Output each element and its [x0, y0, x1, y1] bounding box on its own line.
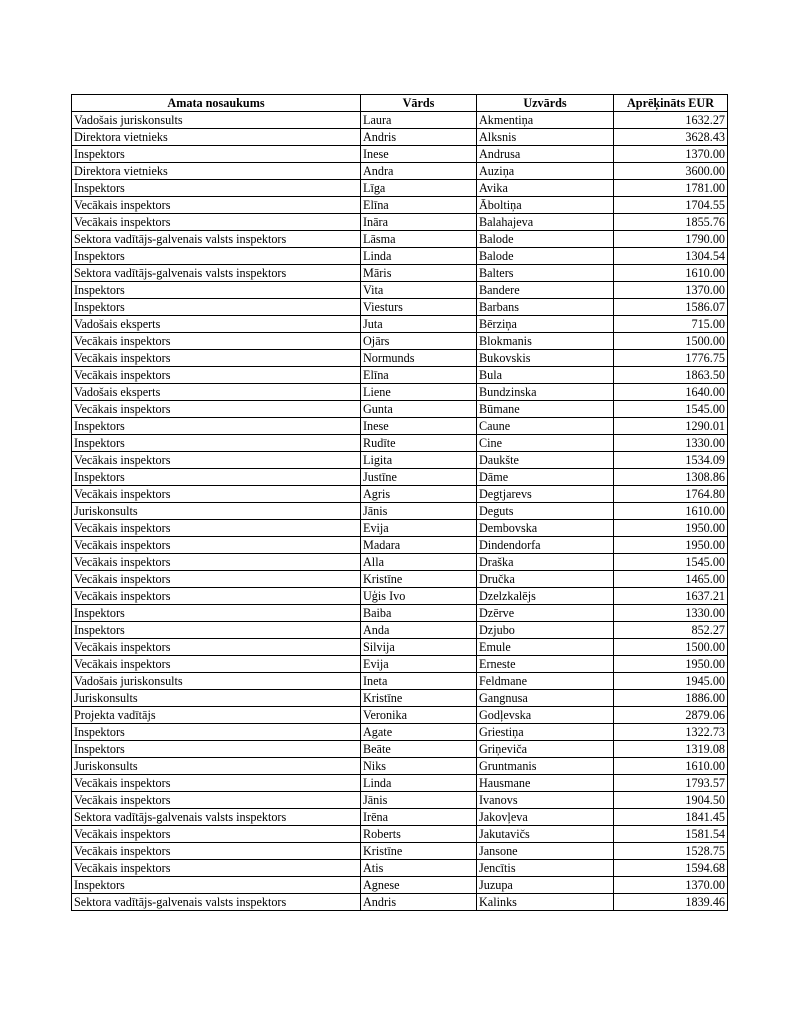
cell-position: Inspektors — [72, 605, 361, 622]
cell-position: Vecākais inspektors — [72, 520, 361, 537]
cell-first-name: Linda — [361, 248, 477, 265]
cell-first-name: Anda — [361, 622, 477, 639]
table-row — [72, 503, 728, 520]
cell-position: Inspektors — [72, 248, 361, 265]
cell-position: Inspektors — [72, 622, 361, 639]
header-position: Amata nosaukums — [72, 95, 361, 112]
cell-position: Vecākais inspektors — [72, 571, 361, 588]
table-row — [72, 741, 728, 758]
cell-last-name: Dzelzkalējs — [477, 588, 614, 605]
cell-first-name: Inese — [361, 418, 477, 435]
table-row — [72, 639, 728, 656]
cell-position: Vecākais inspektors — [72, 792, 361, 809]
cell-first-name: Jānis — [361, 792, 477, 809]
cell-last-name: Dāme — [477, 469, 614, 486]
table-row — [72, 146, 728, 163]
cell-last-name: Dindendorfa — [477, 537, 614, 554]
cell-amount-eur: 1632.27 — [614, 112, 728, 129]
table-row — [72, 282, 728, 299]
cell-first-name: Viesturs — [361, 299, 477, 316]
cell-amount-eur: 1319.08 — [614, 741, 728, 758]
cell-position: Vecākais inspektors — [72, 486, 361, 503]
cell-position: Vecākais inspektors — [72, 554, 361, 571]
cell-amount-eur: 1545.00 — [614, 401, 728, 418]
cell-first-name: Rudīte — [361, 435, 477, 452]
document-page — [71, 94, 728, 911]
cell-first-name: Ināra — [361, 214, 477, 231]
cell-last-name: Barbans — [477, 299, 614, 316]
cell-amount-eur: 1839.46 — [614, 894, 728, 911]
table-row — [72, 350, 728, 367]
table-row — [72, 112, 728, 129]
table-row — [72, 707, 728, 724]
table-row — [72, 554, 728, 571]
table-row — [72, 758, 728, 775]
cell-last-name: Bandere — [477, 282, 614, 299]
cell-last-name: Akmentiņa — [477, 112, 614, 129]
cell-first-name: Beāte — [361, 741, 477, 758]
cell-first-name: Vita — [361, 282, 477, 299]
cell-first-name: Liene — [361, 384, 477, 401]
cell-last-name: Kalinks — [477, 894, 614, 911]
table-row — [72, 265, 728, 282]
cell-last-name: Bundzinska — [477, 384, 614, 401]
table-row — [72, 537, 728, 554]
cell-amount-eur: 1370.00 — [614, 146, 728, 163]
cell-position: Juriskonsults — [72, 690, 361, 707]
cell-amount-eur: 1610.00 — [614, 265, 728, 282]
header-first-name: Vārds — [361, 95, 477, 112]
cell-amount-eur: 1640.00 — [614, 384, 728, 401]
cell-amount-eur: 1308.86 — [614, 469, 728, 486]
table-row — [72, 520, 728, 537]
cell-first-name: Juta — [361, 316, 477, 333]
cell-last-name: Griņeviča — [477, 741, 614, 758]
cell-position: Vecākais inspektors — [72, 401, 361, 418]
cell-first-name: Agnese — [361, 877, 477, 894]
table-row — [72, 452, 728, 469]
cell-first-name: Evija — [361, 520, 477, 537]
cell-position: Inspektors — [72, 877, 361, 894]
cell-last-name: Bukovskis — [477, 350, 614, 367]
cell-first-name: Lāsma — [361, 231, 477, 248]
cell-position: Vecākais inspektors — [72, 843, 361, 860]
table-row — [72, 877, 728, 894]
salary-table — [71, 94, 728, 911]
cell-position: Vecākais inspektors — [72, 775, 361, 792]
cell-first-name: Alla — [361, 554, 477, 571]
table-row — [72, 826, 728, 843]
cell-position: Inspektors — [72, 146, 361, 163]
cell-amount-eur: 1304.54 — [614, 248, 728, 265]
table-row — [72, 860, 728, 877]
cell-last-name: Daukšte — [477, 452, 614, 469]
cell-first-name: Ineta — [361, 673, 477, 690]
table-row — [72, 367, 728, 384]
cell-position: Inspektors — [72, 180, 361, 197]
cell-first-name: Andris — [361, 894, 477, 911]
table-row — [72, 605, 728, 622]
cell-amount-eur: 1330.00 — [614, 605, 728, 622]
cell-position: Vecākais inspektors — [72, 826, 361, 843]
cell-position: Vecākais inspektors — [72, 639, 361, 656]
cell-first-name: Ojārs — [361, 333, 477, 350]
cell-position: Vadošais juriskonsults — [72, 673, 361, 690]
cell-position: Inspektors — [72, 724, 361, 741]
cell-last-name: Caune — [477, 418, 614, 435]
cell-amount-eur: 2879.06 — [614, 707, 728, 724]
cell-amount-eur: 1950.00 — [614, 656, 728, 673]
cell-position: Sektora vadītājs-galvenais valsts inspektors — [72, 894, 361, 911]
table-row — [72, 588, 728, 605]
table-row — [72, 775, 728, 792]
table-row — [72, 792, 728, 809]
cell-last-name: Griestiņa — [477, 724, 614, 741]
cell-first-name: Justīne — [361, 469, 477, 486]
table-row — [72, 180, 728, 197]
table-row — [72, 299, 728, 316]
cell-position: Vecākais inspektors — [72, 333, 361, 350]
cell-last-name: Juzupa — [477, 877, 614, 894]
cell-position: Juriskonsults — [72, 758, 361, 775]
cell-amount-eur: 1465.00 — [614, 571, 728, 588]
cell-amount-eur: 1528.75 — [614, 843, 728, 860]
cell-last-name: Gangnusa — [477, 690, 614, 707]
table-row — [72, 724, 728, 741]
cell-first-name: Agris — [361, 486, 477, 503]
cell-last-name: Cine — [477, 435, 614, 452]
table-row — [72, 333, 728, 350]
cell-last-name: Draška — [477, 554, 614, 571]
cell-position: Vecākais inspektors — [72, 860, 361, 877]
table-row — [72, 401, 728, 418]
cell-first-name: Madara — [361, 537, 477, 554]
cell-position: Sektora vadītājs-galvenais valsts inspektors — [72, 231, 361, 248]
cell-position: Vecākais inspektors — [72, 214, 361, 231]
cell-position: Sektora vadītājs-galvenais valsts inspektors — [72, 809, 361, 826]
table-row — [72, 656, 728, 673]
table-row — [72, 843, 728, 860]
cell-amount-eur: 1322.73 — [614, 724, 728, 741]
cell-last-name: Āboltiņa — [477, 197, 614, 214]
table-row — [72, 690, 728, 707]
header-last-name: Uzvārds — [477, 95, 614, 112]
cell-last-name: Emule — [477, 639, 614, 656]
cell-amount-eur: 1855.76 — [614, 214, 728, 231]
cell-amount-eur: 1290.01 — [614, 418, 728, 435]
cell-amount-eur: 1790.00 — [614, 231, 728, 248]
cell-first-name: Uģis Ivo — [361, 588, 477, 605]
cell-amount-eur: 1841.45 — [614, 809, 728, 826]
cell-last-name: Degtjarevs — [477, 486, 614, 503]
table-row — [72, 622, 728, 639]
table-row — [72, 163, 728, 180]
cell-last-name: Balode — [477, 248, 614, 265]
cell-first-name: Gunta — [361, 401, 477, 418]
cell-amount-eur: 1586.07 — [614, 299, 728, 316]
cell-position: Direktora vietnieks — [72, 163, 361, 180]
cell-amount-eur: 1610.00 — [614, 758, 728, 775]
cell-amount-eur: 3628.43 — [614, 129, 728, 146]
cell-last-name: Balahajeva — [477, 214, 614, 231]
cell-last-name: Dembovska — [477, 520, 614, 537]
cell-amount-eur: 1704.55 — [614, 197, 728, 214]
cell-amount-eur: 1793.57 — [614, 775, 728, 792]
cell-position: Vecākais inspektors — [72, 656, 361, 673]
cell-last-name: Bula — [477, 367, 614, 384]
cell-amount-eur: 1781.00 — [614, 180, 728, 197]
cell-position: Vecākais inspektors — [72, 367, 361, 384]
cell-last-name: Bērziņa — [477, 316, 614, 333]
table-header-row — [72, 95, 728, 112]
cell-amount-eur: 715.00 — [614, 316, 728, 333]
cell-first-name: Andris — [361, 129, 477, 146]
table-row — [72, 248, 728, 265]
cell-position: Vecākais inspektors — [72, 350, 361, 367]
cell-first-name: Laura — [361, 112, 477, 129]
cell-last-name: Avika — [477, 180, 614, 197]
cell-amount-eur: 1610.00 — [614, 503, 728, 520]
cell-first-name: Inese — [361, 146, 477, 163]
table-row — [72, 418, 728, 435]
cell-last-name: Alksnis — [477, 129, 614, 146]
cell-last-name: Dzērve — [477, 605, 614, 622]
table-row — [72, 673, 728, 690]
table-row — [72, 384, 728, 401]
cell-amount-eur: 1764.80 — [614, 486, 728, 503]
cell-last-name: Feldmane — [477, 673, 614, 690]
cell-first-name: Veronika — [361, 707, 477, 724]
cell-position: Vecākais inspektors — [72, 452, 361, 469]
table-row — [72, 435, 728, 452]
table-row — [72, 231, 728, 248]
cell-first-name: Atis — [361, 860, 477, 877]
cell-amount-eur: 1594.68 — [614, 860, 728, 877]
cell-last-name: Jakovļeva — [477, 809, 614, 826]
cell-position: Vecākais inspektors — [72, 588, 361, 605]
cell-last-name: Dručka — [477, 571, 614, 588]
cell-first-name: Andra — [361, 163, 477, 180]
cell-amount-eur: 1330.00 — [614, 435, 728, 452]
cell-position: Direktora vietnieks — [72, 129, 361, 146]
cell-position: Vadošais juriskonsults — [72, 112, 361, 129]
cell-amount-eur: 1581.54 — [614, 826, 728, 843]
cell-position: Projekta vadītājs — [72, 707, 361, 724]
cell-amount-eur: 1950.00 — [614, 537, 728, 554]
cell-amount-eur: 1904.50 — [614, 792, 728, 809]
cell-amount-eur: 1886.00 — [614, 690, 728, 707]
cell-first-name: Ligita — [361, 452, 477, 469]
cell-last-name: Balode — [477, 231, 614, 248]
cell-position: Inspektors — [72, 741, 361, 758]
cell-last-name: Jencītis — [477, 860, 614, 877]
cell-last-name: Ivanovs — [477, 792, 614, 809]
cell-first-name: Silvija — [361, 639, 477, 656]
cell-amount-eur: 852.27 — [614, 622, 728, 639]
cell-first-name: Niks — [361, 758, 477, 775]
cell-amount-eur: 3600.00 — [614, 163, 728, 180]
cell-first-name: Māris — [361, 265, 477, 282]
cell-position: Vecākais inspektors — [72, 537, 361, 554]
cell-first-name: Normunds — [361, 350, 477, 367]
cell-position: Inspektors — [72, 282, 361, 299]
cell-amount-eur: 1370.00 — [614, 877, 728, 894]
cell-first-name: Linda — [361, 775, 477, 792]
cell-amount-eur: 1945.00 — [614, 673, 728, 690]
table-row — [72, 894, 728, 911]
cell-last-name: Erneste — [477, 656, 614, 673]
table-row — [72, 469, 728, 486]
table-row — [72, 809, 728, 826]
table-row — [72, 197, 728, 214]
cell-position: Inspektors — [72, 418, 361, 435]
table-row — [72, 316, 728, 333]
cell-position: Inspektors — [72, 299, 361, 316]
cell-amount-eur: 1637.21 — [614, 588, 728, 605]
cell-first-name: Līga — [361, 180, 477, 197]
cell-amount-eur: 1863.50 — [614, 367, 728, 384]
cell-position: Juriskonsults — [72, 503, 361, 520]
cell-first-name: Elīna — [361, 197, 477, 214]
cell-amount-eur: 1500.00 — [614, 639, 728, 656]
cell-last-name: Godļevska — [477, 707, 614, 724]
table-row — [72, 486, 728, 503]
cell-position: Inspektors — [72, 435, 361, 452]
table-row — [72, 129, 728, 146]
table-row — [72, 214, 728, 231]
cell-last-name: Auziņa — [477, 163, 614, 180]
cell-last-name: Andrusa — [477, 146, 614, 163]
cell-last-name: Jakutavičs — [477, 826, 614, 843]
cell-amount-eur: 1545.00 — [614, 554, 728, 571]
cell-position: Sektora vadītājs-galvenais valsts inspektors — [72, 265, 361, 282]
cell-first-name: Kristīne — [361, 571, 477, 588]
cell-last-name: Dzjubo — [477, 622, 614, 639]
cell-last-name: Deguts — [477, 503, 614, 520]
table-row — [72, 571, 728, 588]
cell-amount-eur: 1534.09 — [614, 452, 728, 469]
cell-position: Vadošais eksperts — [72, 316, 361, 333]
cell-first-name: Kristīne — [361, 690, 477, 707]
cell-position: Inspektors — [72, 469, 361, 486]
cell-last-name: Balters — [477, 265, 614, 282]
cell-first-name: Roberts — [361, 826, 477, 843]
cell-first-name: Evija — [361, 656, 477, 673]
cell-first-name: Elīna — [361, 367, 477, 384]
cell-last-name: Gruntmanis — [477, 758, 614, 775]
cell-amount-eur: 1950.00 — [614, 520, 728, 537]
header-amount-eur: Aprēķināts EUR — [614, 95, 728, 112]
cell-last-name: Jansone — [477, 843, 614, 860]
cell-position: Vadošais eksperts — [72, 384, 361, 401]
cell-amount-eur: 1776.75 — [614, 350, 728, 367]
cell-last-name: Būmane — [477, 401, 614, 418]
cell-amount-eur: 1370.00 — [614, 282, 728, 299]
cell-amount-eur: 1500.00 — [614, 333, 728, 350]
cell-first-name: Irēna — [361, 809, 477, 826]
cell-first-name: Jānis — [361, 503, 477, 520]
cell-position: Vecākais inspektors — [72, 197, 361, 214]
cell-first-name: Kristīne — [361, 843, 477, 860]
cell-last-name: Hausmane — [477, 775, 614, 792]
cell-first-name: Agate — [361, 724, 477, 741]
cell-last-name: Blokmanis — [477, 333, 614, 350]
cell-first-name: Baiba — [361, 605, 477, 622]
